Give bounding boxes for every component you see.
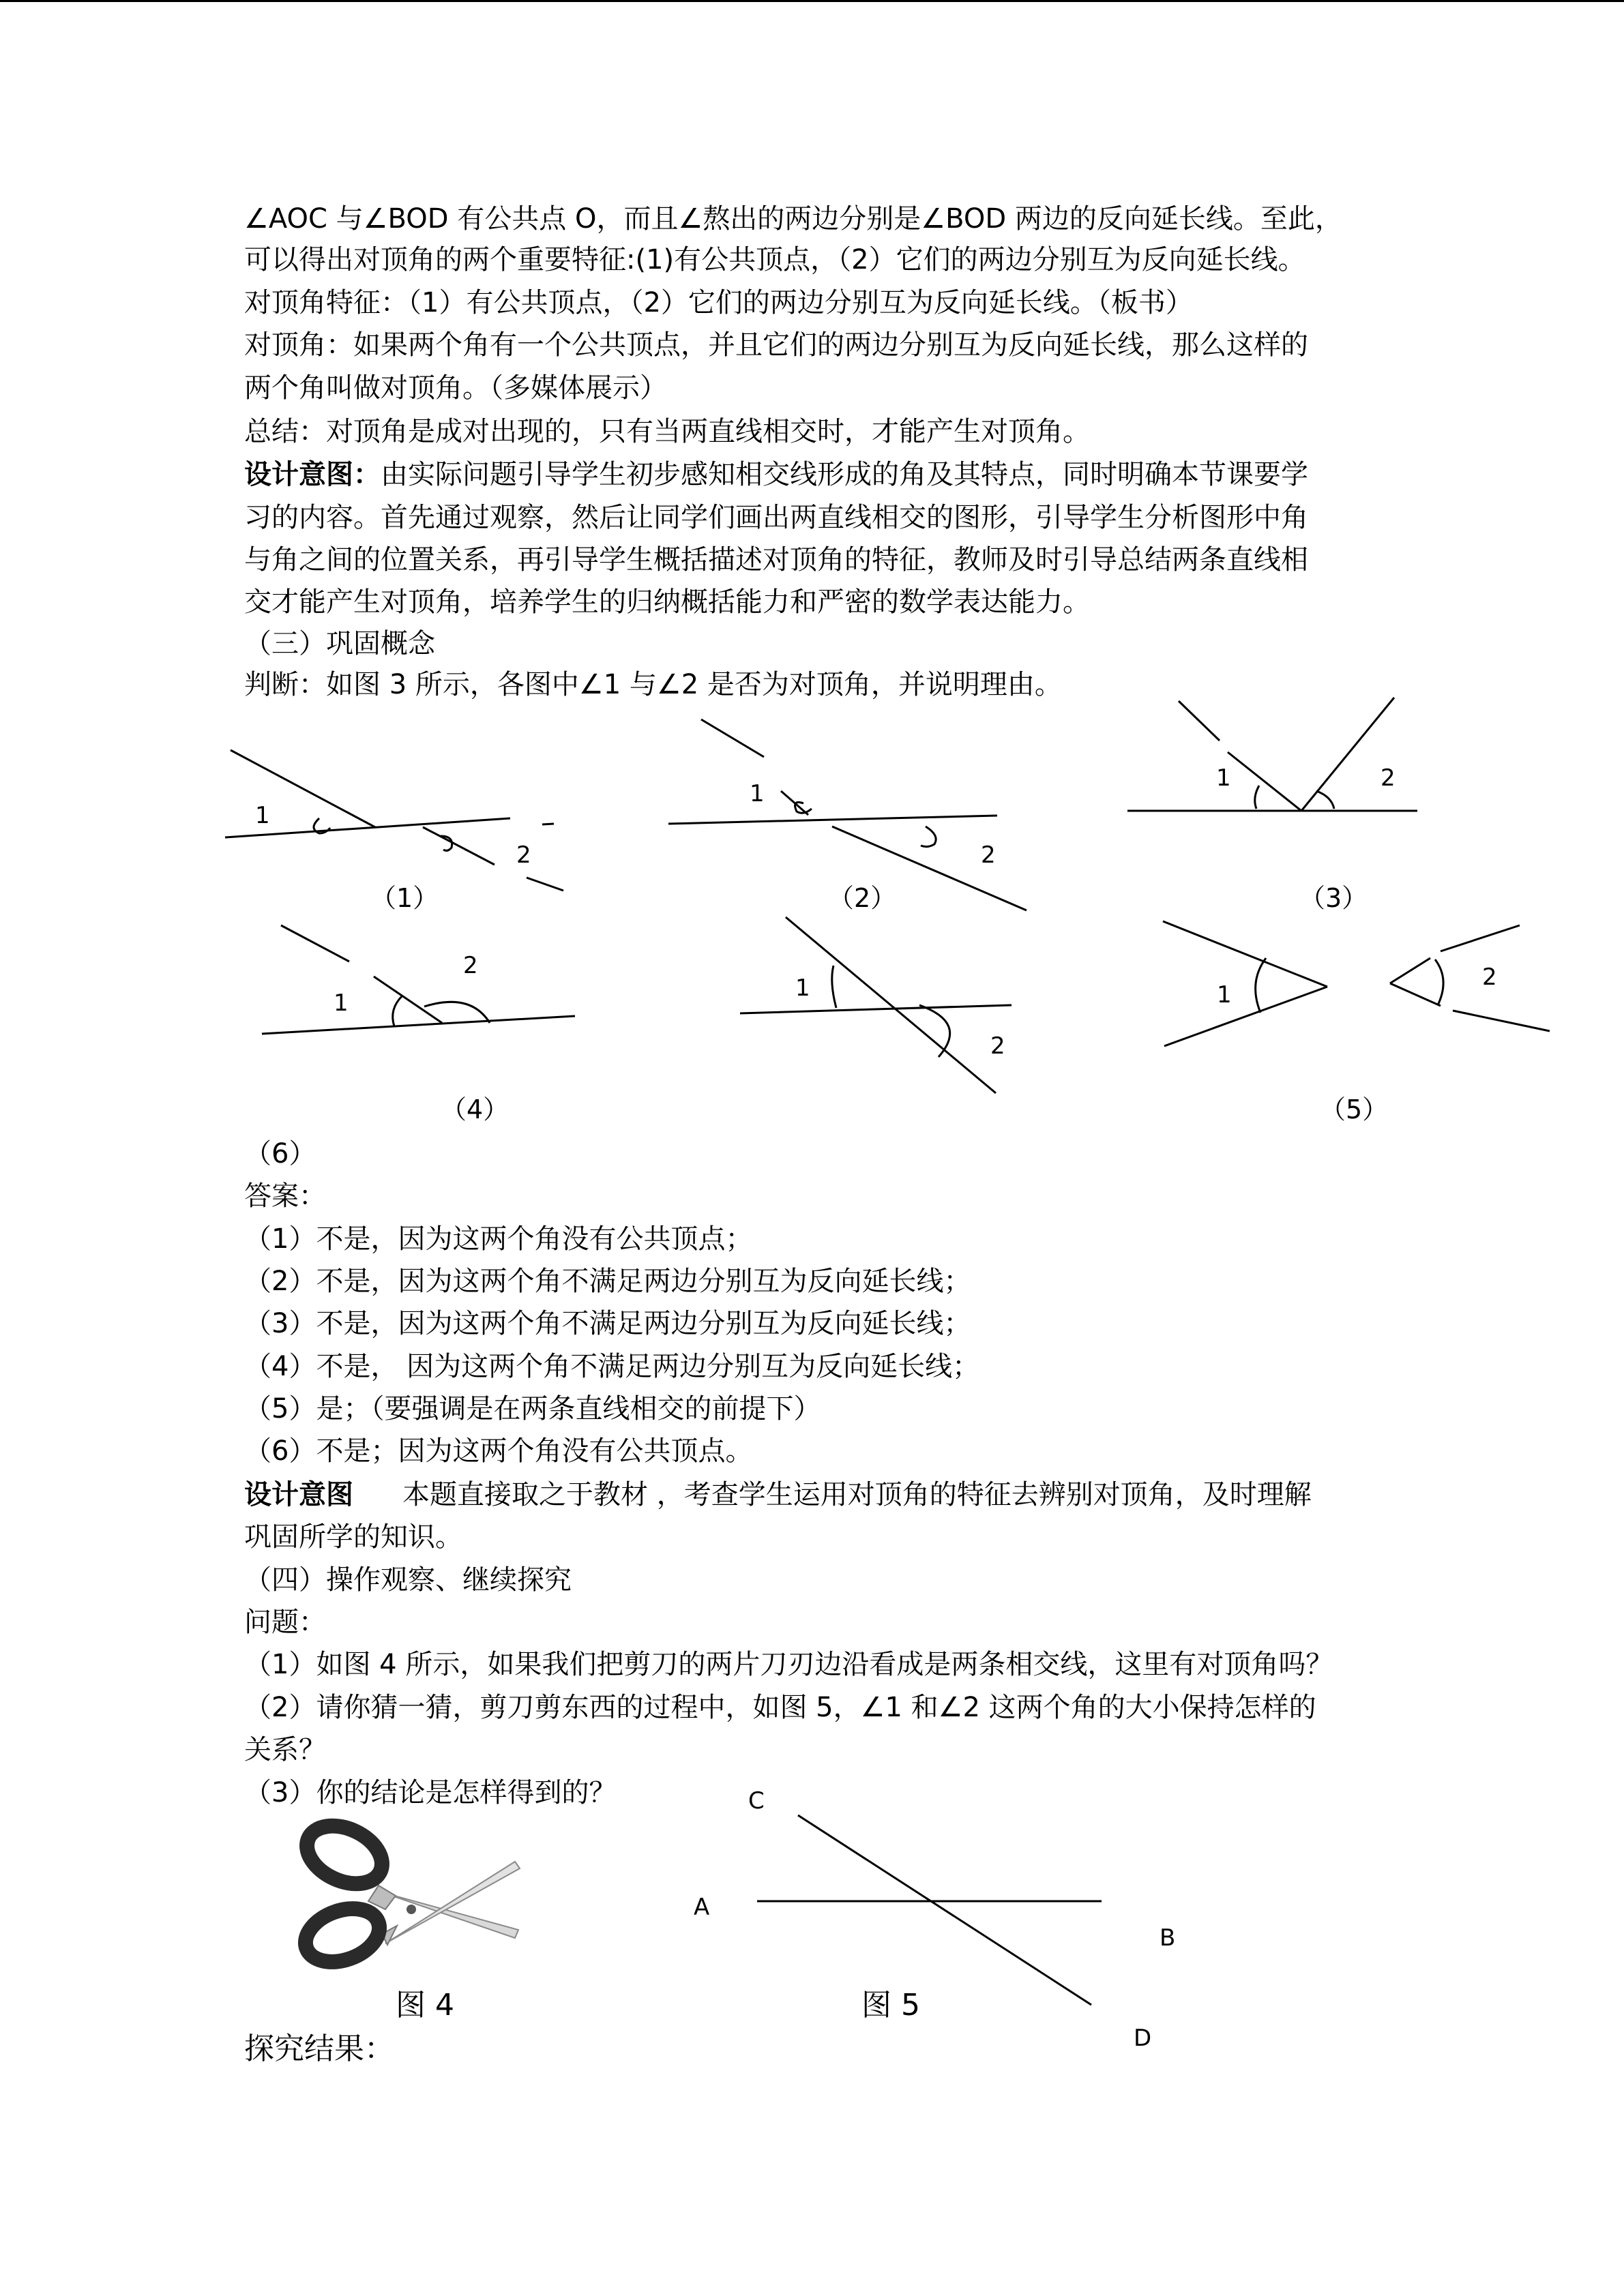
diagram-2 — [668, 719, 1027, 910]
section-heading: （四）操作观察、继续探究 — [244, 1564, 572, 1596]
figure-caption: （3） — [1299, 883, 1368, 913]
answer-item: （5）是；（要强调是在两条直线相交的前提下） — [244, 1393, 821, 1425]
diagram-4 — [262, 925, 575, 1034]
point-label-d: D — [1134, 2025, 1152, 2052]
paragraph-line: 对顶角特征：（1）有公共顶点，（2）它们的两边分别互为反向延长线。（板书） — [244, 287, 1193, 318]
answers-label: 答案： — [244, 1180, 326, 1212]
design-intent-line: 巩固所学的知识。 — [244, 1521, 462, 1553]
angle-label-2: 2 — [990, 1032, 1005, 1060]
angle-label-2: 2 — [1482, 964, 1497, 991]
design-intent-label: 设计意图 — [244, 1479, 353, 1510]
diagram-5 — [740, 917, 1012, 1093]
paragraph-line: 两个角叫做对顶角。（多媒体展示） — [244, 372, 667, 404]
point-label-b: B — [1160, 1924, 1176, 1952]
paragraph-line: ∠AOC 与∠BOD 有公共点 O，而且∠熬出的两边分别是∠BOD 两边的反向延长线。至此， — [244, 203, 1342, 235]
figure-caption: （4） — [441, 1094, 510, 1124]
figure-caption: （5） — [1320, 1094, 1389, 1124]
result-label: 探究结果： — [244, 2031, 394, 2066]
paragraph-line: 总结：对顶角是成对出现的，只有当两直线相交时，才能产生对顶角。 — [244, 416, 1090, 447]
point-label-c: C — [748, 1787, 765, 1815]
answer-item: （2）不是，因为这两个角不满足两边分别互为反向延长线； — [244, 1266, 971, 1297]
paragraph-line: 可以得出对顶角的两个重要特征:(1)有公共顶点，（2）它们的两边分别互为反向延长线。 — [244, 244, 1305, 275]
design-intent-line: 与角之间的位置关系，再引导学生概括描述对顶角的特征，教师及时引导总结两条直线相 — [244, 544, 1308, 576]
point-label-a: A — [694, 1894, 710, 1921]
figure-caption: （1） — [370, 883, 439, 913]
angle-label-1: 1 — [255, 802, 270, 829]
figure-4-caption: 图 4 — [396, 1988, 454, 2023]
question-item: 关系？ — [244, 1734, 326, 1765]
angle-label-2: 2 — [1381, 764, 1396, 792]
question-label: 问题： — [244, 1607, 326, 1638]
design-intent-text: 由实际问题引导学生初步感知相交线形成的角及其特点，同时明确本节课要学 — [381, 459, 1308, 490]
angle-label-1: 1 — [334, 989, 349, 1017]
figure-5-caption: 图 5 — [861, 1988, 920, 2023]
figure-caption: （6） — [244, 1138, 316, 1169]
diagram-1 — [225, 750, 563, 891]
scissors-icon — [297, 1815, 520, 1971]
design-intent-text: 本题直接取之于教材 ，考查学生运用对顶角的特征去辨别对顶角，及时理解 — [402, 1479, 1312, 1510]
design-intent-line: 习的内容。首先通过观察，然后让同学们画出两直线相交的图形，引导学生分析图形中角 — [244, 502, 1308, 533]
question-text: 判断：如图 3 所示，各图中∠1 与∠2 是否为对顶角，并说明理由。 — [244, 669, 1062, 700]
angle-label-1: 1 — [1216, 764, 1231, 792]
figure-5-diagram — [757, 1815, 1102, 2005]
design-intent-label: 设计意图： — [244, 459, 381, 490]
answer-item: （4）不是， 因为这两个角不满足两边分别互为反向延长线； — [244, 1351, 980, 1382]
angle-label-1: 1 — [1217, 981, 1232, 1009]
paragraph-line: 对顶角：如果两个角有一个公共顶点，并且它们的两边分别互为反向延长线，那么这样的 — [244, 329, 1308, 361]
diagram-3 — [1127, 698, 1417, 811]
question-item: （2）请你猜一猜，剪刀剪东西的过程中，如图 5，∠1 和∠2 这两个角的大小保持怎样的 — [244, 1692, 1316, 1723]
figure-caption: （2） — [828, 883, 897, 913]
section-heading: （三）巩固概念 — [244, 628, 435, 659]
angle-label-2: 2 — [463, 952, 478, 979]
question-item: （1）如图 4 所示，如果我们把剪刀的两片刀刃边沿看成是两条相交线，这里有对顶角吗？ — [244, 1649, 1333, 1680]
angle-label-1: 1 — [795, 974, 810, 1002]
answer-item: （6）不是；因为这两个角没有公共顶点。 — [244, 1435, 753, 1467]
design-intent-line: 交才能产生对顶角，培养学生的归纳概括能力和严密的数学表达能力。 — [244, 586, 1090, 618]
angle-label-2: 2 — [516, 841, 531, 869]
angle-label-1: 1 — [750, 780, 765, 807]
question-item: （3）你的结论是怎样得到的？ — [244, 1777, 617, 1808]
answer-item: （3）不是，因为这两个角不满足两边分别互为反向延长线； — [244, 1308, 971, 1339]
design-intent-line — [244, 1474, 1312, 1515]
angle-label-2: 2 — [981, 841, 996, 869]
answer-item: （1）不是，因为这两个角没有公共顶点； — [244, 1223, 753, 1255]
